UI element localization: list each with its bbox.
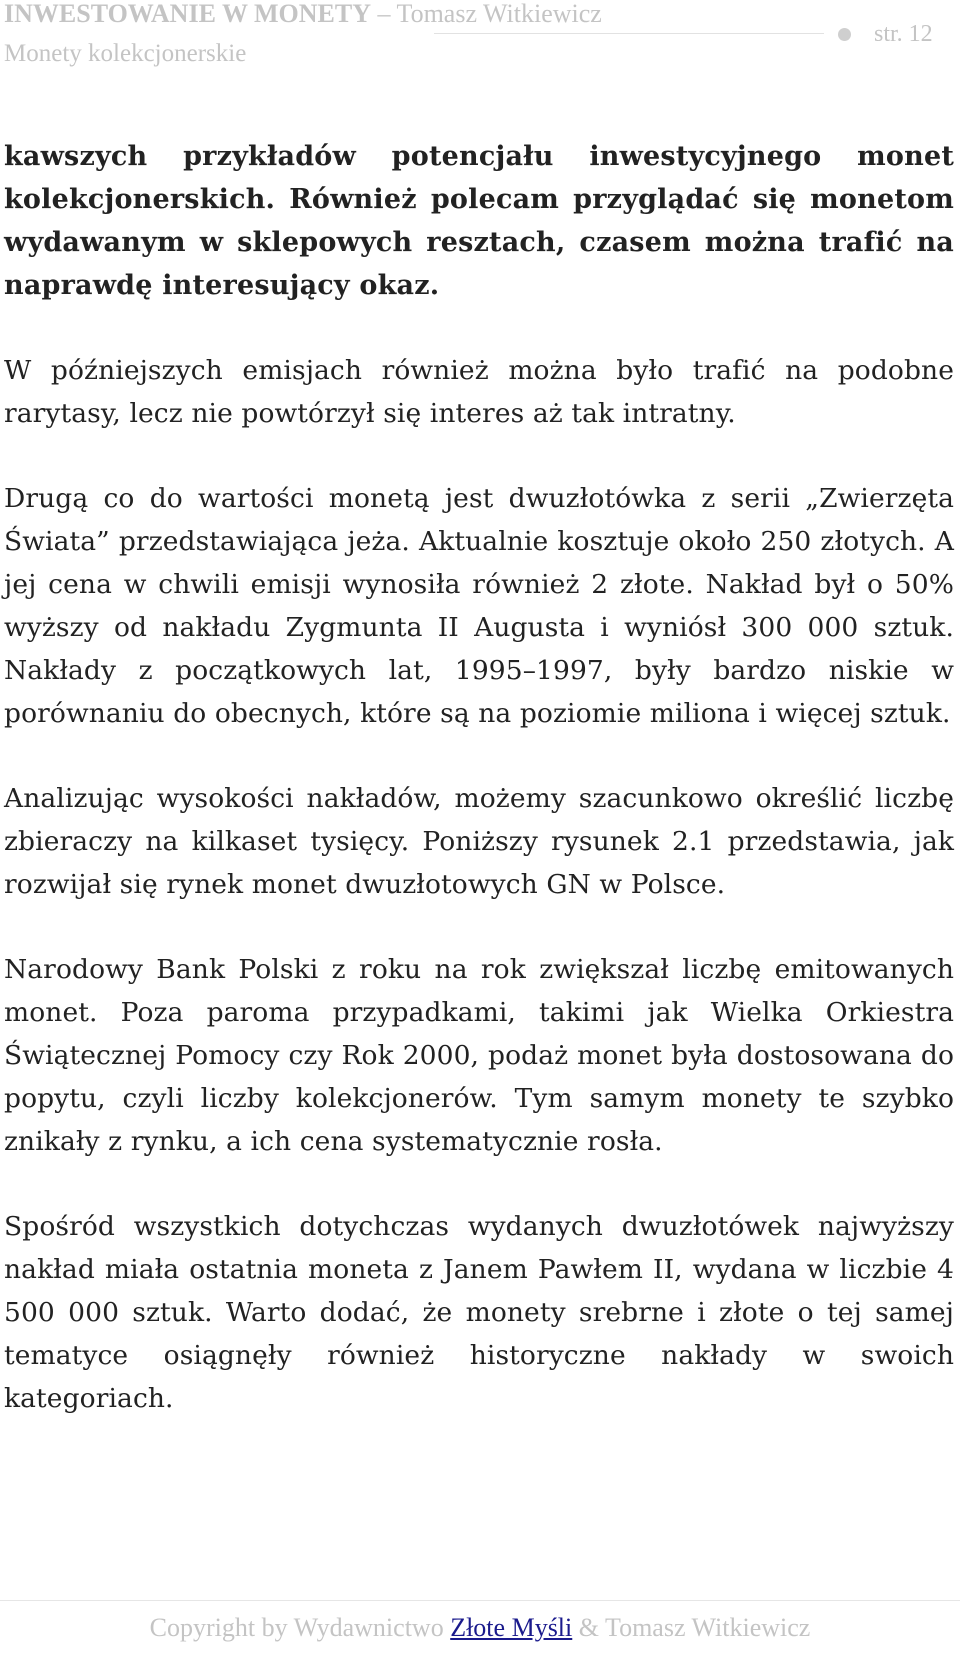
copyright-prefix: Copyright by Wydawnictwo	[149, 1613, 451, 1642]
paragraph-3: Drugą co do wartości monetą jest dwuzłotówka z serii „Zwierzęta Świata” przedstawiająca jeża. Aktualnie kosztuje około 250 złotych. A jej cena w chwili emisji wynosiła również 2 złote. Nakład był o 50% wyższy od nakładu Zygmunta II Augusta i wyniósł 300 000 sztuk. Nakłady z początkowych lat, 1995–1997, były bardzo niskie w porównaniu do obecnych, które są na poziomie miliona i więcej sztuk.	[4, 483, 954, 729]
footer-divider	[0, 1600, 960, 1601]
page-number: str. 12	[874, 21, 933, 47]
paragraph-4: Analizując wysokości nakładów, możemy szacunkowo określić liczbę zbieraczy na kilkaset tysięcy. Poniższy rysunek 2.1 przedstawia, jak rozwijał się rynek monet dwuzłotowych GN w Polsce.	[4, 783, 954, 900]
book-title: INWESTOWANIE W MONETY	[4, 0, 371, 28]
bullet-icon	[838, 28, 851, 41]
page-header	[4, 0, 956, 80]
title-separator: –	[370, 0, 397, 28]
page-body	[4, 135, 954, 1462]
page-footer	[0, 1600, 960, 1665]
paragraph-5: Narodowy Bank Polski z roku na rok zwiększał liczbę emitowanych monet. Poza paroma przypadkami, takimi jak Wielka Orkiestra Świątecznej Pomocy czy Rok 2000, podaż monet była dostosowana do popytu, czyli liczby kolekcjonerów. Tym samym monety te szybko znikały z rynku, a ich cena systematycznie rosła.	[4, 954, 954, 1157]
paragraph-6: Spośród wszystkich dotychczas wydanych dwuzłotówek najwyższy nakład miała ostatnia moneta z Janem Pawłem II, wydana w liczbie 4 500 000 sztuk. Warto dodać, że monety srebrne i złote o tej samej tematyce osiągnęły również historyczne nakłady w swoich kategoriach.	[4, 1211, 954, 1414]
copyright-suffix: & Tomasz Witkiewicz	[572, 1613, 811, 1642]
running-title	[4, 0, 602, 28]
paragraph-2: W późniejszych emisjach również można było trafić na podobne rarytasy, lecz nie powtórzył się interes aż tak intratny.	[4, 355, 954, 429]
paragraph-1: kawszych przykładów potencjału inwestycyjnego monet kolekcjonerskich. Również polecam przyglądać się monetom wydawanym w sklepowych resztach, czasem można trafić na naprawdę interesujący okaz.	[4, 141, 954, 301]
header-divider	[434, 33, 824, 34]
copyright-notice	[0, 1613, 960, 1643]
publisher-link[interactable]: Złote Myśli	[450, 1613, 573, 1642]
author-name: Tomasz Witkiewicz	[396, 0, 602, 28]
chapter-title: Monety kolekcjonerskie	[4, 40, 247, 67]
